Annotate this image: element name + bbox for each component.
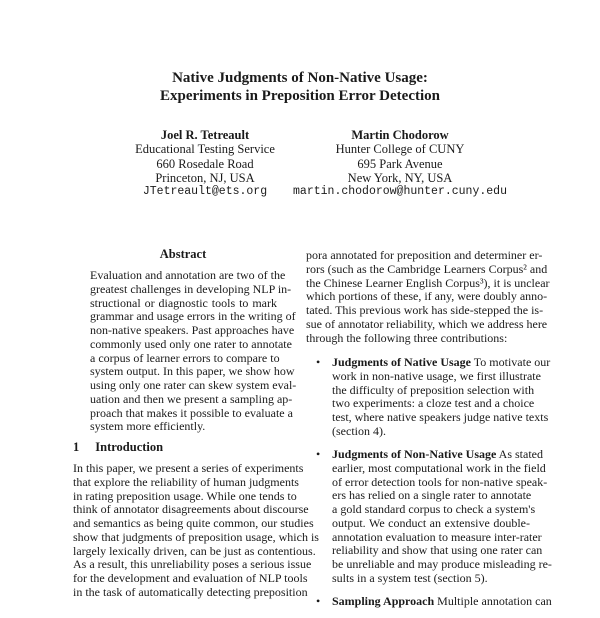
text-line: As a result, this unreliability poses a serious issue [73, 557, 312, 572]
abstract-body [90, 268, 297, 434]
bullet-icon: • [316, 447, 321, 461]
contribution-item [306, 355, 551, 439]
author-address: 660 Rosedale Road [156, 156, 254, 171]
contribution-term: Judgments of Native Usage [332, 355, 471, 369]
author-email: JTetreault@ets.org [142, 185, 268, 199]
text-line: Sampling Approach Multiple annotation can [332, 594, 552, 608]
introduction-body [73, 461, 319, 600]
contributions-list [306, 355, 552, 618]
section-number: 1 [73, 440, 80, 454]
author-affiliation: Hunter College of CUNY [335, 142, 465, 157]
bullet-icon: • [316, 594, 321, 608]
contribution-item [306, 447, 552, 586]
text-line: (section 4). [332, 423, 386, 438]
text-line: largely lexically driven, can be just as contentious. [73, 543, 316, 558]
text-line: test, where native speakers judge native texts [332, 410, 549, 424]
title-line-2: Experiments in Preposition Error Detection [160, 88, 440, 104]
text-line: greatest challenges in developing NLP in- [90, 281, 292, 296]
text-line: two experiments: a cloze test and a choice [332, 396, 535, 411]
text-line: ers has relied on a single rater to annotate [332, 488, 532, 503]
text-line: show that judgments of preposition usage, which is [73, 529, 319, 544]
contribution-term: Judgments of Non-Native Usage [332, 447, 497, 461]
text-line: reliability and show that using one rater can [332, 543, 543, 558]
text-line: uation and then we present a sampling ap- [90, 391, 293, 406]
text-line: sue of annotator reliability, which we address here [306, 316, 548, 331]
section-title: Introduction [95, 440, 164, 454]
text-line: think of annotator disagreements about discourse [73, 502, 309, 517]
text-line: of error detection tools for non-native speak- [332, 474, 548, 489]
text-line: commonly used only one rater to annotate [90, 336, 292, 351]
text-line: system more efficiently. [90, 419, 206, 434]
text-line: proach that makes it possible to evaluate a [90, 405, 293, 420]
text-line: In this paper, we present a series of experiments [73, 461, 304, 475]
text-line: output. We conduct an extensive double- [332, 515, 530, 530]
author-email: martin.chodorow@hunter.cuny.edu [293, 185, 507, 199]
text-line: the Chinese Learner English Corpus³), it is unclear [306, 275, 550, 290]
text-line: work in non-native usage, we first illustrate [332, 368, 541, 383]
text-line: tated. This previous work has side-stepped the is- [306, 303, 544, 317]
author-city: Princeton, NJ, USA [155, 170, 255, 185]
text-line: through the following three contributions: [306, 330, 508, 345]
text-line: be unreliable and may produce misleading re- [332, 557, 552, 571]
text-line: using only one rater can skew system eval- [90, 378, 297, 392]
text-line: a corpus of learner errors to compare to [90, 350, 280, 365]
text-line: which portions of these, if any, were doubly anno- [306, 289, 548, 304]
text-line: Judgments of Non-Native Usage As stated [332, 447, 543, 461]
paper-title [0, 69, 600, 105]
text-line: structional or diagnostic tools to mark [90, 295, 277, 310]
text-line: pora annotated for preposition and determiner er- [306, 248, 543, 262]
author-name: Martin Chodorow [351, 128, 449, 142]
right-column-body [306, 248, 550, 345]
author-city: New York, NY, USA [347, 170, 453, 185]
text-line: non-native speakers. Past approaches have [90, 323, 295, 337]
text-line: the difficulty of preposition selection with [332, 382, 535, 397]
text-line: grammar and usage errors in the writing of [90, 309, 296, 324]
text-line: Judgments of Native Usage To motivate our [332, 355, 551, 369]
text-line: that explore the reliability of human judgments [73, 474, 299, 489]
contribution-item [306, 594, 552, 609]
abstract-heading-text: Abstract [159, 247, 207, 261]
contribution-term: Sampling Approach [332, 594, 435, 608]
text-line: system output. In this paper, we show how [90, 364, 295, 379]
text-line: in the task of automatically detecting preposition [73, 584, 308, 599]
text-line: and semantics as being quite common, our studies [73, 516, 314, 530]
text-line: for the development and evaluation of NLP tools [73, 571, 308, 585]
introduction-heading [73, 441, 293, 455]
text-line: a gold standard corpus to check a system's [332, 502, 536, 516]
text-line: in rating preposition usage. While one tends to [73, 488, 297, 503]
title-line-1: Native Judgments of Non-Native Usage: [172, 70, 428, 86]
abstract-heading [73, 248, 293, 262]
text-line: earlier, most computational work in the field [332, 460, 546, 475]
text-line: annotation evaluation to measure inter-rater [332, 529, 542, 544]
text-line: rors (such as the Cambridge Learners Corpus² and [306, 261, 548, 276]
bullet-icon: • [316, 355, 321, 369]
author-address: 695 Park Avenue [357, 156, 443, 171]
author-affiliation: Educational Testing Service [135, 142, 275, 157]
author-name: Joel R. Tetreault [160, 128, 250, 142]
author-2 [270, 128, 530, 199]
text-line: sults in a system test (section 5). [332, 570, 488, 585]
text-line: Evaluation and annotation are two of the [90, 268, 286, 282]
